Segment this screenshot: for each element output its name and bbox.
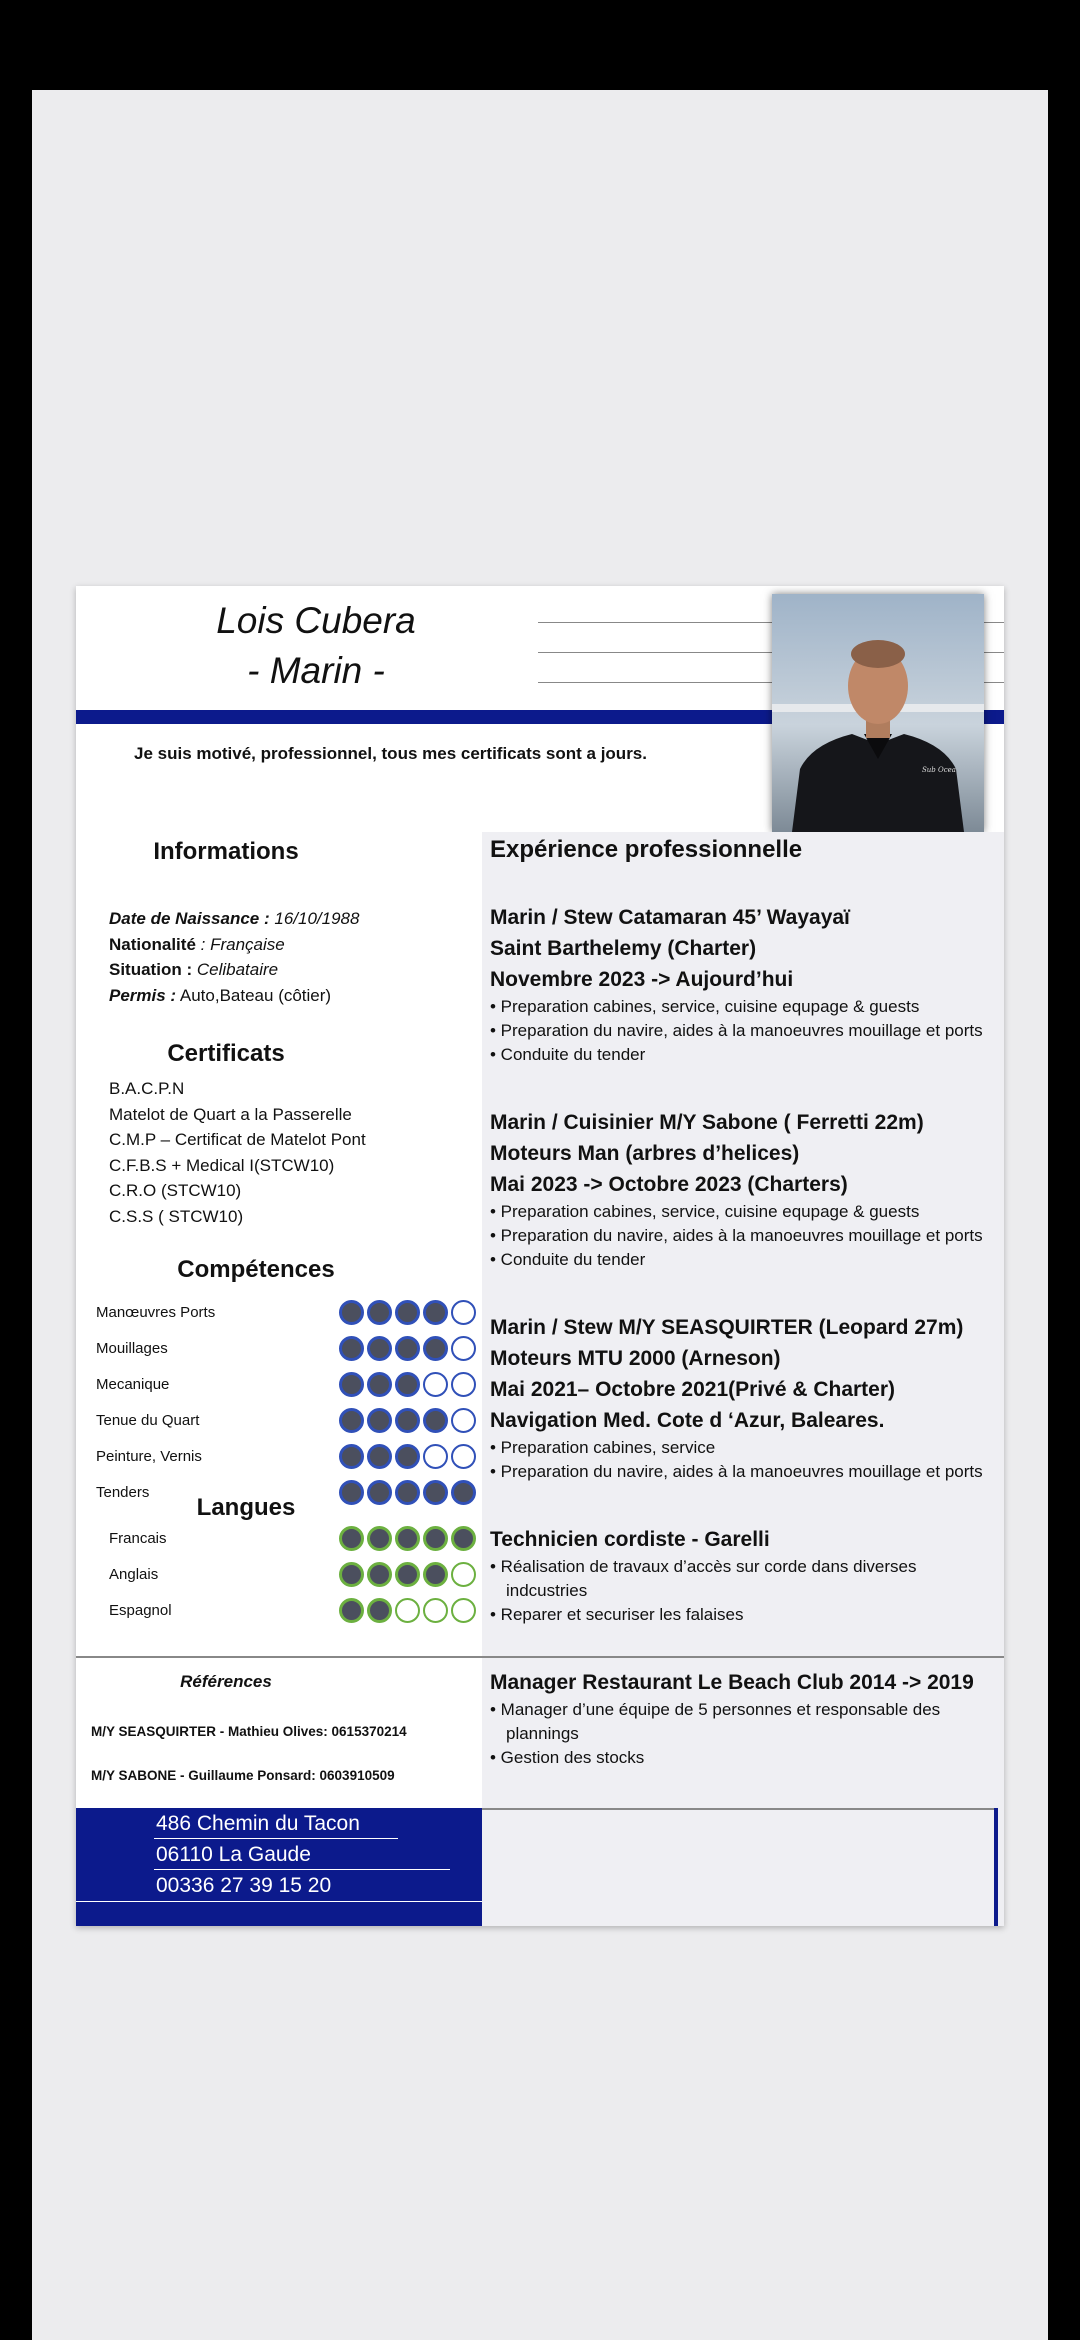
situation-value: Celibataire: [196, 960, 279, 979]
nationality-row: [109, 932, 469, 958]
experience-heading: Novembre 2023 -> Aujourd’hui: [490, 968, 794, 991]
experience-item: [490, 1107, 996, 1272]
experience-bullet: • Preparation du navire, aides à la manoeuvres mouillage et ports: [490, 1462, 983, 1481]
experience-item: [490, 1667, 996, 1770]
rating-dot-filled: [395, 1526, 420, 1551]
rating-dot-empty: [423, 1372, 448, 1397]
langue-rating: [339, 1598, 476, 1623]
competences-list: [96, 1294, 476, 1510]
situation-row: [109, 957, 469, 983]
birth-label: Date de Naissance :: [109, 909, 270, 928]
references-title: Références: [180, 1672, 272, 1691]
rating-dot-filled: [367, 1480, 392, 1505]
skill-row: [96, 1402, 476, 1438]
situation-label: Situation :: [109, 960, 193, 979]
experience-item: [490, 902, 996, 1067]
experience-bullet: • Preparation cabines, service, cuisine equpage & guests: [490, 997, 920, 1016]
competences-title: Compétences: [177, 1256, 335, 1283]
experience-bullet: • Manager d’une équipe de 5 personnes et responsable des plannings: [490, 1700, 941, 1743]
nationality-label: Nationalité: [109, 934, 196, 954]
experience-heading: Marin / Stew Catamaran 45’ Wayayaï: [490, 906, 850, 929]
langue-row: [109, 1592, 476, 1628]
experience-bullet: • Preparation cabines, service, cuisine equpage & guests: [490, 1202, 920, 1221]
skill-rating: [339, 1408, 476, 1433]
birth-row: [109, 906, 469, 932]
skill-label: Tenue du Quart: [96, 1411, 200, 1429]
rating-dot-filled: [395, 1480, 420, 1505]
rating-dot-empty: [451, 1598, 476, 1623]
rating-dot-filled: [367, 1526, 392, 1551]
skill-row: [96, 1438, 476, 1474]
permis-value: Auto,Bateau (côtier): [179, 985, 332, 1005]
langues-title: Langues: [196, 1494, 296, 1521]
rating-dot-empty: [451, 1408, 476, 1433]
profile-photo: [772, 594, 984, 832]
experience-heading: Marin / Cuisinier M/Y Sabone ( Ferretti 22m): [490, 1111, 924, 1134]
experience-bullet: • Gestion des stocks: [490, 1748, 645, 1767]
rating-dot-filled: [395, 1562, 420, 1587]
footer-line: [76, 1901, 482, 1902]
skill-label: Peinture, Vernis: [96, 1447, 202, 1465]
skill-label: Mouillages: [96, 1339, 168, 1357]
rating-dot-empty: [451, 1562, 476, 1587]
certificat-item: C.R.O (STCW10): [109, 1181, 242, 1200]
rating-dot-filled: [423, 1408, 448, 1433]
experience-heading: Navigation Med. Cote d ‘Azur, Baleares.: [490, 1409, 885, 1432]
skill-rating: [339, 1300, 476, 1325]
experience-bullet: • Preparation cabines, service: [490, 1438, 716, 1457]
rating-dot-filled: [367, 1300, 392, 1325]
rating-dot-filled: [367, 1562, 392, 1587]
experience-heading: Saint Barthelemy (Charter): [490, 937, 757, 960]
certificat-item: B.A.C.P.N: [109, 1079, 185, 1098]
candidate-name: Lois Cubera: [216, 600, 416, 641]
experience-heading: Manager Restaurant Le Beach Club 2014 -> 2019: [490, 1671, 974, 1694]
contact-address: 486 Chemin du Tacon: [156, 1812, 360, 1835]
rating-dot-filled: [423, 1300, 448, 1325]
skill-row: [96, 1330, 476, 1366]
candidate-role: - Marin -: [247, 650, 385, 691]
rating-dot-filled: [367, 1444, 392, 1469]
rating-dot-empty: [451, 1336, 476, 1361]
skill-rating: [339, 1480, 476, 1505]
rating-dot-filled: [395, 1336, 420, 1361]
langue-label: Espagnol: [109, 1601, 172, 1619]
contact-footer: [76, 1808, 482, 1926]
rating-dot-empty: [423, 1444, 448, 1469]
informations-block: [109, 906, 469, 1008]
skill-rating: [339, 1372, 476, 1397]
footer-right-accent: [994, 1808, 998, 1926]
skill-row: [96, 1366, 476, 1402]
rating-dot-empty: [451, 1372, 476, 1397]
rating-dot-filled: [395, 1300, 420, 1325]
langue-label: Anglais: [109, 1565, 159, 1583]
skill-rating: [339, 1336, 476, 1361]
footer-separator: [482, 1808, 994, 1810]
rating-dot-filled: [423, 1562, 448, 1587]
reference-item: M/Y SEASQUIRTER - Mathieu Olives: 0615370214: [91, 1724, 407, 1739]
rating-dot-filled: [339, 1562, 364, 1587]
rating-dot-filled: [395, 1444, 420, 1469]
experience-bullet: • Preparation du navire, aides à la manoeuvres mouillage et ports: [490, 1021, 983, 1040]
rating-dot-filled: [339, 1372, 364, 1397]
rating-dot-empty: [423, 1598, 448, 1623]
nationality-value: : Française: [200, 934, 285, 954]
rating-dot-filled: [339, 1408, 364, 1433]
experience-bullet: • Conduite du tender: [490, 1045, 646, 1064]
rating-dot-empty: [395, 1598, 420, 1623]
permis-row: [109, 983, 469, 1009]
cv-page: [76, 586, 1004, 1926]
langue-rating: [339, 1526, 476, 1551]
rating-dot-filled: [423, 1336, 448, 1361]
rating-dot-filled: [339, 1300, 364, 1325]
rating-dot-filled: [339, 1336, 364, 1361]
experience-heading: Technicien cordiste - Garelli: [490, 1528, 770, 1551]
rating-dot-empty: [451, 1444, 476, 1469]
langue-row: [109, 1520, 476, 1556]
certificat-item: C.F.B.S + Medical I(STCW10): [109, 1155, 335, 1175]
contact-city: 06110 La Gaude: [156, 1843, 311, 1866]
informations-title: Informations: [153, 838, 299, 865]
langues-list: [109, 1520, 476, 1628]
experience-heading: Moteurs Man (arbres d’helices): [490, 1142, 800, 1165]
experience-title: Expérience professionnelle: [490, 836, 803, 863]
experience-bullet: • Réalisation de travaux d’accès sur corde dans diverses indcustries: [490, 1557, 917, 1600]
rating-dot-filled: [367, 1408, 392, 1433]
rating-dot-filled: [339, 1480, 364, 1505]
certificats-list: [109, 1076, 469, 1229]
rating-dot-empty: [451, 1300, 476, 1325]
tagline: Je suis motivé, professionnel, tous mes certificats sont a jours.: [134, 744, 647, 763]
rating-dot-filled: [367, 1598, 392, 1623]
certificat-item: C.S.S ( STCW10): [109, 1206, 244, 1226]
experience-heading: Moteurs MTU 2000 (Arneson): [490, 1347, 781, 1370]
rating-dot-filled: [339, 1526, 364, 1551]
experience-bullet: • Reparer et securiser les falaises: [490, 1605, 744, 1624]
rating-dot-filled: [367, 1336, 392, 1361]
skill-rating: [339, 1444, 476, 1469]
rating-dot-filled: [395, 1408, 420, 1433]
birth-value: 16/10/1988: [274, 909, 360, 928]
rating-dot-filled: [451, 1526, 476, 1551]
permis-label: Permis :: [109, 985, 177, 1005]
certificats-title: Certificats: [167, 1040, 285, 1067]
skill-label: Mecanique: [96, 1375, 170, 1393]
experience-heading: Mai 2021– Octobre 2021(Privé & Charter): [490, 1378, 896, 1401]
rating-dot-filled: [367, 1372, 392, 1397]
experience-bullet: • Preparation du navire, aides à la manoeuvres mouillage et ports: [490, 1226, 983, 1245]
certificat-item: C.M.P – Certificat de Matelot Pont: [109, 1130, 366, 1149]
experience-list: [490, 902, 996, 1770]
rating-dot-filled: [451, 1480, 476, 1505]
rating-dot-filled: [339, 1598, 364, 1623]
langue-label: Francais: [109, 1529, 167, 1547]
contact-phone: 00336 27 39 15 20: [156, 1874, 332, 1897]
rating-dot-filled: [423, 1480, 448, 1505]
skill-label: Tenders: [96, 1483, 150, 1501]
certificat-item: Matelot de Quart a la Passerelle: [109, 1104, 352, 1124]
experience-item: [490, 1312, 996, 1484]
experience-heading: Mai 2023 -> Octobre 2023 (Charters): [490, 1173, 848, 1196]
references-separator: [76, 1656, 1004, 1658]
skill-label: Manœuvres Ports: [96, 1303, 216, 1321]
svg-text:Sub Ocea: Sub Ocea: [922, 766, 956, 774]
rating-dot-filled: [395, 1372, 420, 1397]
experience-heading: Marin / Stew M/Y SEASQUIRTER (Leopard 27m): [490, 1316, 964, 1339]
langue-rating: [339, 1562, 476, 1587]
reference-item: M/Y SABONE - Guillaume Ponsard: 0603910509: [91, 1768, 395, 1783]
rating-dot-filled: [339, 1444, 364, 1469]
langue-row: [109, 1556, 476, 1592]
experience-bullet: • Conduite du tender: [490, 1250, 646, 1269]
rating-dot-filled: [423, 1526, 448, 1551]
experience-column: [482, 832, 1004, 1926]
experience-item: [490, 1524, 996, 1627]
skill-row: [96, 1294, 476, 1330]
